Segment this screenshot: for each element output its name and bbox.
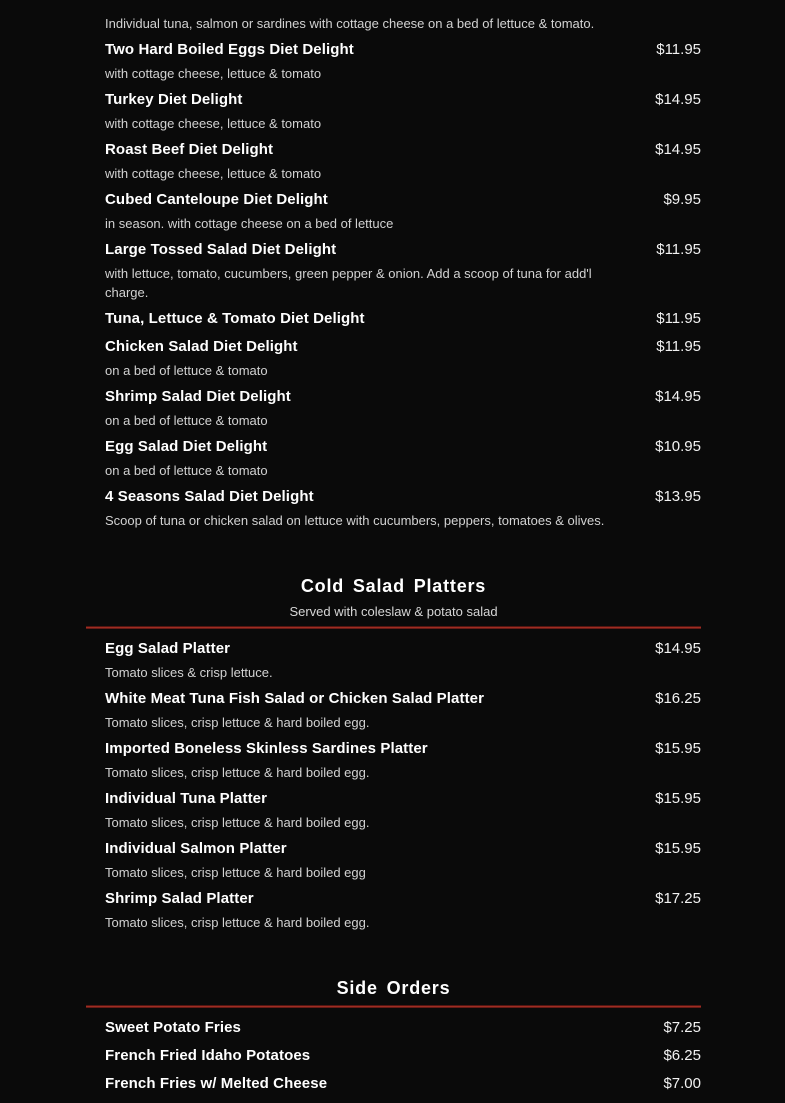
menu-item-price: $15.95	[655, 790, 701, 807]
menu-item-name: Individual Salmon Platter	[105, 840, 287, 857]
menu-item[interactable]	[86, 141, 701, 183]
menu-item-price: $11.95	[656, 241, 701, 258]
menu-item-name: Egg Salad Platter	[105, 640, 231, 657]
menu-item[interactable]	[86, 488, 701, 530]
menu-item-row	[86, 338, 701, 356]
menu-item-name: Individual Tuna Platter	[105, 790, 268, 807]
section-subtitle: Served with coleslaw & potato salad	[289, 604, 498, 619]
menu-item-row	[86, 840, 701, 858]
menu-item-name: Shrimp Salad Diet Delight	[105, 388, 291, 405]
menu-item-row	[86, 310, 701, 328]
menu-item-price: $7.00	[663, 1075, 701, 1092]
menu-item-description: on a bed of lettuce & tomato	[105, 363, 268, 378]
menu-item-row	[86, 890, 701, 908]
menu-item-row	[86, 1075, 701, 1093]
section-item-list	[86, 629, 701, 932]
menu-item-price: $11.95	[656, 310, 701, 327]
menu-item-price: $15.95	[655, 840, 701, 857]
section-header	[86, 977, 701, 999]
menu-item-name: Egg Salad Diet Delight	[105, 438, 268, 455]
menu-item-name: Turkey Diet Delight	[105, 91, 243, 108]
menu-item-price: $11.95	[656, 41, 701, 58]
menu-item-row	[86, 740, 701, 758]
menu-item-description: with lettuce, tomato, cucumbers, green pepper & onion. Add a scoop of tuna for add'l charge.	[105, 266, 592, 300]
menu-item-name: Chicken Salad Diet Delight	[105, 338, 298, 355]
menu-item[interactable]	[86, 1019, 701, 1037]
menu-item[interactable]	[86, 740, 701, 782]
menu-item-description: on a bed of lettuce & tomato	[105, 463, 268, 478]
menu-item-price: $10.95	[655, 438, 701, 455]
menu-item[interactable]	[86, 338, 701, 380]
menu-item-price: $7.25	[663, 1019, 701, 1036]
menu-item-row	[86, 191, 701, 209]
menu-item-description: Individual tuna, salmon or sardines with cottage cheese on a bed of lettuce & tomato.	[105, 16, 595, 31]
menu-item-description: with cottage cheese, lettuce & tomato	[105, 66, 322, 81]
menu-section	[86, 575, 701, 932]
menu-item[interactable]	[86, 41, 701, 83]
section-title: Side Orders	[336, 978, 451, 998]
section-item-list	[86, 1008, 701, 1093]
menu-section	[86, 3, 701, 530]
menu-item[interactable]	[86, 1075, 701, 1093]
menu-item-price: $16.25	[655, 690, 701, 707]
menu-item-row	[86, 141, 701, 159]
section-header	[86, 575, 701, 620]
menu-item-price: $11.95	[656, 338, 701, 355]
menu-item-name: Sweet Potato Fries	[105, 1019, 242, 1036]
menu-item-name: Cubed Canteloupe Diet Delight	[105, 191, 328, 208]
menu-item-description: Tomato slices, crisp lettuce & hard boiled egg.	[105, 815, 370, 830]
menu-item-name: Large Tossed Salad Diet Delight	[105, 241, 337, 258]
menu-item[interactable]	[86, 388, 701, 430]
menu-item[interactable]	[86, 840, 701, 882]
menu-item-row	[86, 488, 701, 506]
menu-item-row	[86, 790, 701, 808]
menu-item-description: Tomato slices, crisp lettuce & hard boiled egg	[105, 865, 366, 880]
menu-item-price: $14.95	[655, 141, 701, 158]
menu-item-description: Tomato slices, crisp lettuce & hard boiled egg.	[105, 715, 370, 730]
menu-item-price: $9.95	[663, 191, 701, 208]
section-title: Cold Salad Platters	[300, 576, 487, 596]
menu-section	[86, 977, 701, 1093]
menu-item-row	[86, 41, 701, 59]
menu-item-price: $14.95	[655, 640, 701, 657]
menu-item-name: 4 Seasons Salad Diet Delight	[105, 488, 314, 505]
menu-item-description: Tomato slices, crisp lettuce & hard boiled egg.	[105, 765, 370, 780]
menu-item-row	[86, 1047, 701, 1065]
menu-item-name: French Fried Idaho Potatoes	[105, 1047, 311, 1064]
menu-item[interactable]	[86, 310, 701, 328]
menu-item-name: French Fries w/ Melted Cheese	[105, 1075, 328, 1092]
menu-item-name: Tuna, Lettuce & Tomato Diet Delight	[105, 310, 365, 327]
menu-item-description: Tomato slices, crisp lettuce & hard boiled egg.	[105, 915, 370, 930]
menu-item-description: with cottage cheese, lettuce & tomato	[105, 116, 322, 131]
menu-item[interactable]	[86, 14, 701, 33]
menu-item-price: $6.25	[663, 1047, 701, 1064]
menu-item[interactable]	[86, 438, 701, 480]
menu-item-row	[86, 438, 701, 456]
menu-item-price: $15.95	[655, 740, 701, 757]
section-item-list	[86, 3, 701, 530]
menu-item[interactable]	[86, 890, 701, 932]
menu-item-description: Tomato slices & crisp lettuce.	[105, 665, 273, 680]
menu-item[interactable]	[86, 690, 701, 732]
menu-item-name: Shrimp Salad Platter	[105, 890, 254, 907]
menu-item[interactable]	[86, 790, 701, 832]
menu-item-row	[86, 388, 701, 406]
menu-item[interactable]	[86, 241, 701, 302]
menu-item-name: Two Hard Boiled Eggs Diet Delight	[105, 41, 354, 58]
menu-item-name: Imported Boneless Skinless Sardines Platter	[105, 740, 428, 757]
menu-item-row	[86, 690, 701, 708]
menu-item-description: Scoop of tuna or chicken salad on lettuce with cucumbers, peppers, tomatoes & olives.	[105, 513, 605, 528]
menu-item-row	[86, 1019, 701, 1037]
menu-item-row	[86, 241, 701, 259]
menu-item-description: in season. with cottage cheese on a bed of lettuce	[105, 216, 394, 231]
menu	[86, 0, 701, 1103]
menu-item-price: $14.95	[655, 388, 701, 405]
menu-item-price: $17.25	[655, 890, 701, 907]
menu-item[interactable]	[86, 640, 701, 682]
menu-item-name: Roast Beef Diet Delight	[105, 141, 274, 158]
menu-item[interactable]	[86, 191, 701, 233]
menu-item-description: on a bed of lettuce & tomato	[105, 413, 268, 428]
menu-item-row	[86, 91, 701, 109]
menu-item-name: White Meat Tuna Fish Salad or Chicken Salad Platter	[105, 690, 485, 707]
menu-item[interactable]	[86, 91, 701, 133]
menu-item-price: $13.95	[655, 488, 701, 505]
menu-item-row	[86, 640, 701, 658]
menu-item-description: with cottage cheese, lettuce & tomato	[105, 166, 322, 181]
menu-item[interactable]	[86, 1047, 701, 1065]
menu-item-price: $14.95	[655, 91, 701, 108]
